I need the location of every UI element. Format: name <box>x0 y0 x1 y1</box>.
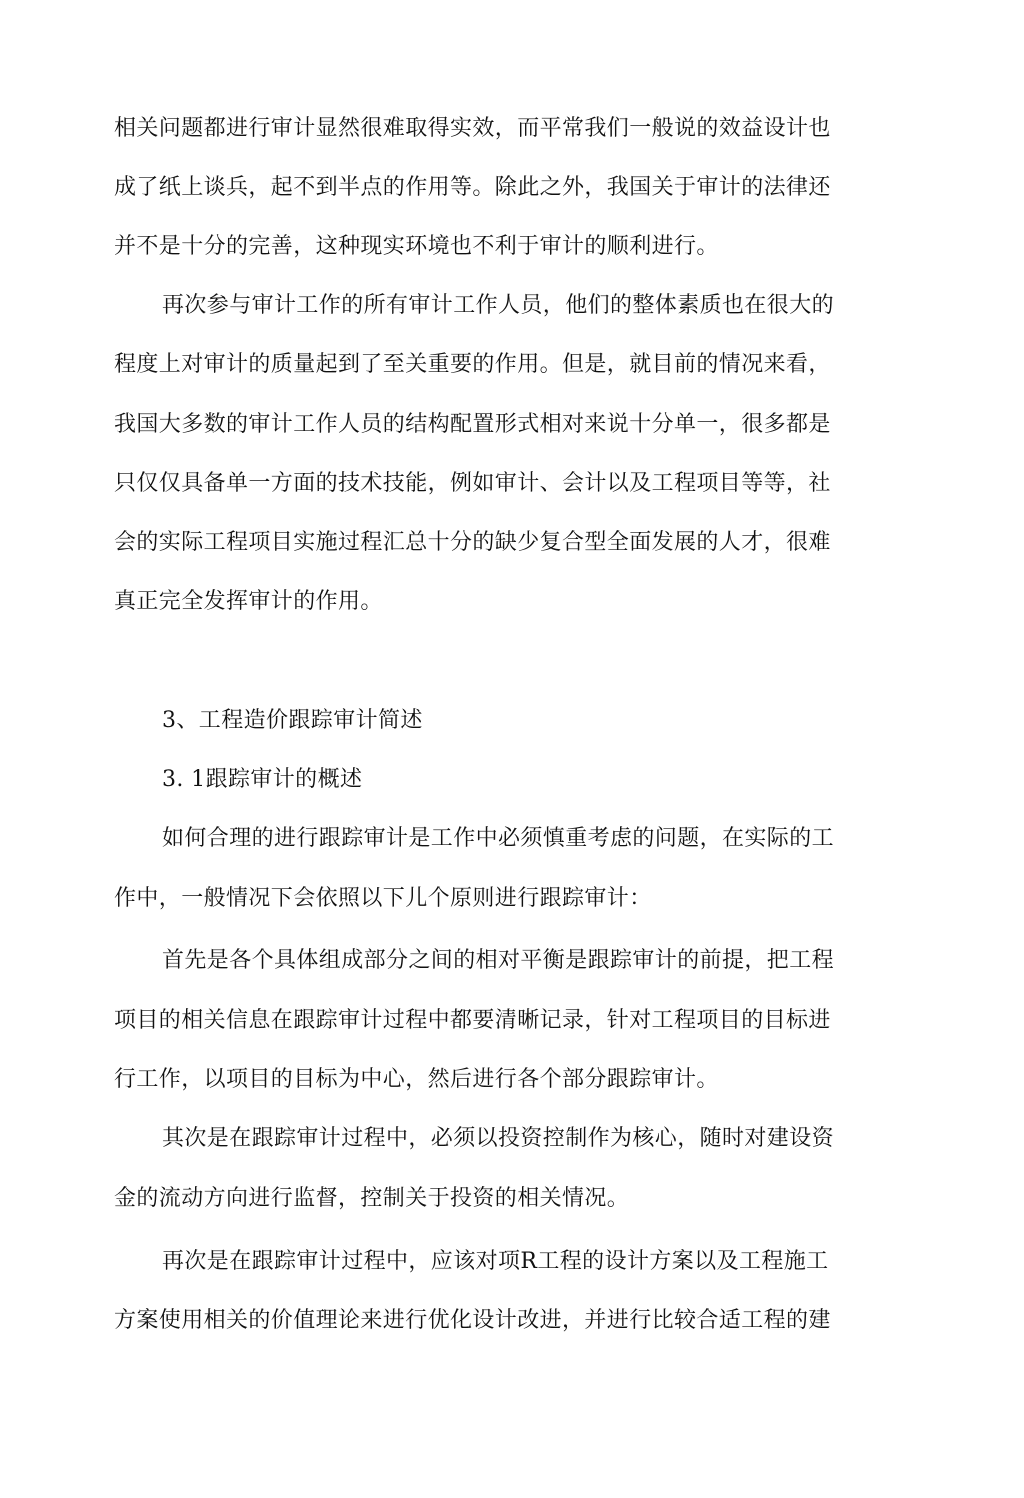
paragraph-line: 金的流动方向进行监督，控制关于投资的相关情况。 <box>114 1186 630 1211</box>
paragraph-line: 我国大多数的审计工作人员的结构配置形式相对来说十分单一，很多都是 <box>114 412 831 437</box>
paragraph-line: 并不是十分的完善，这种现实环境也不利于审计的顺利进行。 <box>114 234 719 259</box>
paragraph-line: 成了纸上谈兵，起不到半点的作用等。除此之外，我国关于审计的法律还 <box>114 175 831 200</box>
paragraph-line: 真正完全发挥审计的作用。 <box>114 589 383 614</box>
paragraph-line: 项目的相关信息在跟踪审计过程中都要清晰记录，针对工程项目的目标进 <box>114 1008 831 1033</box>
paragraph-line: 作中，一般情况下会依照以下儿个原则进行跟踪审计： <box>114 886 652 911</box>
paragraph-line: 行工作，以项目的目标为中心，然后进行各个部分跟踪审计。 <box>114 1067 719 1092</box>
section-heading: 3、工程造价跟踪审计简述 <box>162 708 423 733</box>
paragraph-line: 其次是在跟踪审计过程中，必须以投资控制作为核心，随时对建设资 <box>162 1126 835 1151</box>
paragraph-line: 方案使用相关的价值理论来进行优化设计改进，并进行比较合适工程的建 <box>114 1308 831 1333</box>
subsection-heading: 3. 1跟踪审计的概述 <box>162 767 363 792</box>
paragraph-line: 程度上对审计的质量起到了至关重要的作用。但是，就目前的情况来看， <box>114 352 831 377</box>
paragraph-line: 相关问题都进行审计显然很难取得实效，而平常我们一般说的效益设计也 <box>114 116 831 141</box>
paragraph-line: 再次参与审计工作的所有审计工作人员，他们的整体素质也在很大的 <box>162 293 835 318</box>
paragraph-line: 只仅仅具备单一方面的技术技能，例如审计、会计以及工程项目等等，社 <box>114 471 831 496</box>
paragraph-line: 如何合理的进行跟踪审计是工作中必须慎重考虑的问题，在实际的工 <box>162 826 835 851</box>
paragraph-line: 再次是在跟踪审计过程中，应该对项R工程的设计方案以及工程施工 <box>162 1249 829 1274</box>
paragraph-line: 首先是各个具体组成部分之间的相对平衡是跟踪审计的前提，把工程 <box>162 948 835 973</box>
paragraph-line: 会的实际工程项目实施过程汇总十分的缺少复合型全面发展的人才，很难 <box>114 530 831 555</box>
